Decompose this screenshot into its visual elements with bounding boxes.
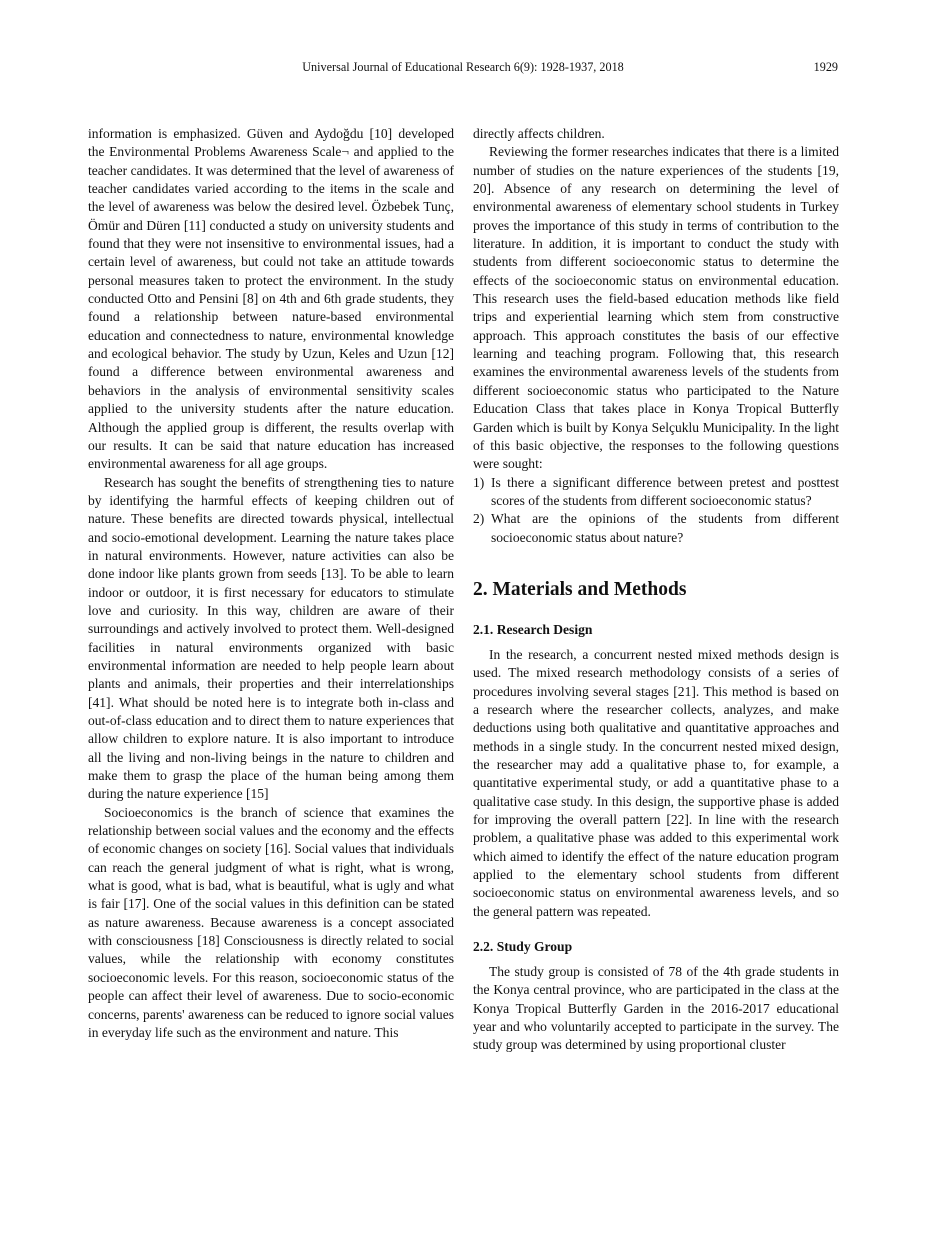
- left-paragraph-2: Research has sought the benefits of strengthening ties to nature by identifying the harmful effects of keeping children out of nature. These benefits are directed towards physical, intellectual and socio-emotional development. Learning the nature takes place in natural environments. However, nature activities can also be done indoor like plants grown from seeds [13]. To be able to learn indoor or outdoor, it is first necessary for educators to stimulate love and curiosity. In this way, children are aware of their surroundings and actively involved to protect them. Well-designed facilities in natural environments organized with basic environmental information are needed to help people learn about plants and animals, their properties and their interrelationships [41]. What should be noted here is to integrate both in-class and out-of-class education and to direct them to nature experiences that allow children to explore nature. It is also important to introduce all the living and non-living beings in the nature to children and make them to grasp the place of the human being among them during the nature experience [15]: [88, 474, 454, 802]
- question-text: Is there a significant difference between pretest and posttest scores of the students from different socioeconomic status?: [491, 474, 839, 508]
- question-text: What are the opinions of the students from different socioeconomic status about nature?: [491, 511, 839, 545]
- left-paragraph-1: information is emphasized. Güven and Aydoğdu [10] developed the Environmental Problems Awareness Scale¬ and applied to the teacher candidates. It was determined that the level of awareness of teacher candidates varied according to the items in the scale and the level of awareness was below the desired level. Özbebek Tunç, Ömür and Düren [11] conducted a study on university students and found that they were not insensitive to environmental issues, had a certain level of awareness, but could not take an attitude towards personal measures taken to protect the environment. In the study conducted Otto and Pensini [8] on 4th and 6th grade students, they found a relationship between nature-based environmental education and connectedness to nature, environmental knowledge and ecological behavior. The study by Uzun, Keles and Uzun [12] found a difference between environmental awareness and behaviors in the analysis of environmental sensitivity scales applied to the university students after the nature education. Although the applied group is different, the results overlap with our results. It can be said that nature education has increased environmental awareness for all age groups.: [88, 126, 454, 472]
- section-heading-materials-methods: 2. Materials and Methods: [473, 578, 687, 600]
- subsection-heading-study-group: 2.2. Study Group: [473, 939, 573, 955]
- question-number: 1): [473, 474, 485, 490]
- research-questions-list: [473, 474, 839, 547]
- research-question: [473, 510, 839, 547]
- subsection-heading-research-design: 2.1. Research Design: [473, 621, 593, 637]
- left-column: [88, 125, 454, 1042]
- running-header: [88, 59, 838, 75]
- question-number: 2): [473, 511, 485, 527]
- research-design-paragraph: In the research, a concurrent nested mixed methods design is used. The mixed research methodology consists of a series of procedures involving several stages [21]. This method is based on a research where the researcher collects, analyzes, and make deductions using both qualitative and quantitative approaches and methods in a single study. In the concurrent nested mixed design, the researcher may add a qualitative phase to, for example, a quantitative experimental study, or add a quantitative phase to a qualitative case study. In this design, the supportive phase is added for improving the overall pattern [22]. In line with the research problem, a qualitative phase was added to this experimental work which aimed to identify the effect of the nature education program applied to the elementary school students from different socioeconomic status on environmental awareness levels, and so the general pattern was repeated.: [473, 646, 839, 919]
- study-group-paragraph: The study group is consisted of 78 of the 4th grade students in the Konya central province, who are participated in the class at the Konya Tropical Butterfly Garden in the 2016-2017 educational year and who voluntarily accepted to participate in the survey. The study group was determined by using proportional cluster: [473, 964, 839, 1053]
- page-number: 1929: [813, 60, 838, 74]
- right-column: [473, 125, 839, 1055]
- left-paragraph-3: Socioeconomics is the branch of science that examines the relationship between social values and the economy and the effects of economic changes on society [16]. Social values that individuals can reach the general judgment of what is right, what is wrong, what is good, what is bad, what is beautiful, what is ugly and what is fair [17]. One of the social values in this definition can be stated as nature awareness. Because awareness is a concept associated with consciousness [18] Consciousness is directly related to social values, while the relationship with economy constitutes socioeconomic levels. For this reason, socioeconomic status of the people can affect their level of awareness. Due to socio-economic concerns, parents' awareness can be reduced to ignore social values in everyday life such as the environment and nature. This: [88, 804, 454, 1040]
- right-paragraph-1: directly affects children.: [473, 126, 605, 141]
- research-question: [473, 474, 839, 511]
- journal-citation: Universal Journal of Educational Research 6(9): 1928-1937, 2018: [302, 60, 624, 74]
- right-paragraph-2: Reviewing the former researches indicates that there is a limited number of studies on the nature experiences of the students [19, 20]. Absence of any research on determining the level of environmental awareness of elementary school students in Turkey proves the importance of this study in terms of contribution to the literature. In addition, it is important to conduct the study with students from different socioeconomic status to determine the effects of the socioeconomic status on environmental education. This research uses the field-based education methods like field trips and experiential learning which stem from constructive approach. This approach constitutes the basis of our effective learning and teaching program. Following that, this research examines the environmental awareness levels of the students from different socioeconomic status who participated to the Nature Education Class that takes place in Konya Tropical Butterfly Garden which is built by Konya Selçuklu Municipality. In the light of this basic objective, the responses to the following questions were sought:: [473, 144, 839, 472]
